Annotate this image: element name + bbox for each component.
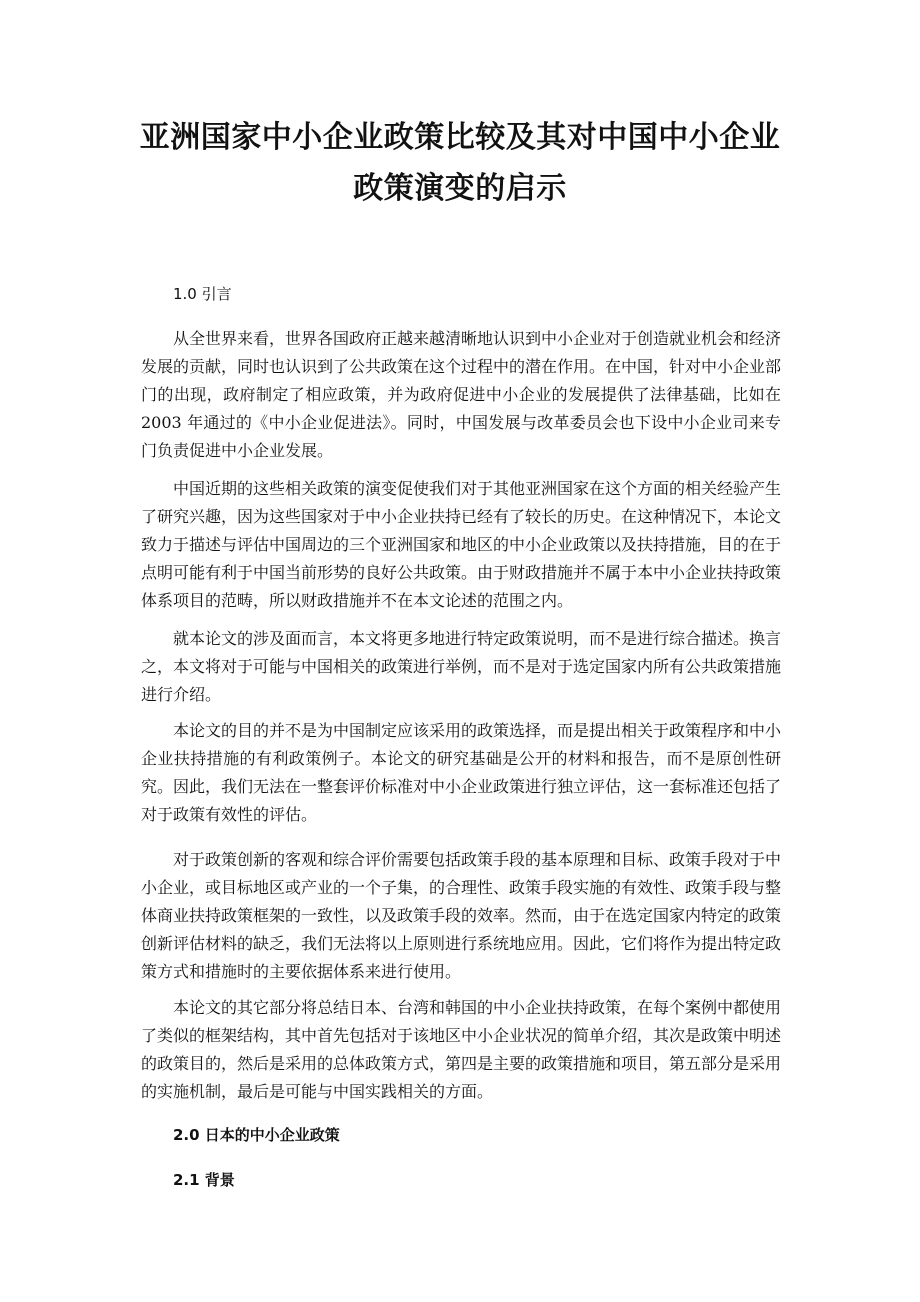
section-heading-introduction: 1.0 引言 — [173, 285, 232, 303]
paragraph-6: 本论文的其它部分将总结日本、台湾和韩国的中小企业扶持政策，在每个案例中都使用了类似的框架结构，其中首先包括对于该地区中小企业状况的简单介绍，其次是政策中明述的政策目的，然后是采用的总体政策方式，第四是主要的政策措施和项目，第五部分是采用的实施机制，最后是可能与中国实践相关的方面。 — [141, 998, 782, 1101]
paragraph-1: 从全世界来看，世界各国政府正越来越清晰地认识到中小企业对于创造就业机会和经济发展的贡献，同时也认识到了公共政策在这个过程中的潜在作用。在中国，针对中小企业部门的出现，政府制定了相应政策，并为政府促进中小企业的发展提供了法律基础，比如在2003 年通过的《中小企业促进法》。同时，中国发展与改革委员会也下设中小企业司来专门负责促进中小企业发展。 — [141, 329, 782, 460]
paragraph-4: 本论文的目的并不是为中国制定应该采用的政策选择，而是提出相关于政策程序和中小企业扶持措施的有利政策例子。本论文的研究基础是公开的材料和报告，而不是原创性研究。因此，我们无法在一整套评价标准对中小企业政策进行独立评估，这一套标准还包括了对于政策有效性的评估。 — [141, 721, 782, 824]
paragraph-3: 就本论文的涉及面而言，本文将更多地进行特定政策说明，而不是进行综合描述。换言之，本文将对于可能与中国相关的政策进行举例，而不是对于选定国家内所有公共政策措施进行介绍。 — [141, 629, 782, 704]
subsection-heading-background: 2.1 背景 — [173, 1171, 235, 1189]
paragraph-5: 对于政策创新的客观和综合评价需要包括政策手段的基本原理和目标、政策手段对于中小企业，或目标地区或产业的一个子集，的合理性、政策手段实施的有效性、政策手段与整体商业扶持政策框架的一致性，以及政策手段的效率。然而，由于在选定国家内特定的政策创新评估材料的缺乏，我们无法将以上原则进行系统地应用。因此，它们将作为提出特定政策方式和措施时的主要依据体系来进行使用。 — [141, 850, 782, 981]
section-heading-japan-sme-policy: 2.0 日本的中小企业政策 — [173, 1126, 340, 1144]
document-title: 亚洲国家中小企业政策比较及其对中国中小企业政策演变的启示 — [139, 120, 781, 206]
paragraph-2: 中国近期的这些相关政策的演变促使我们对于其他亚洲国家在这个方面的相关经验产生了研究兴趣，因为这些国家对于中小企业扶持已经有了较长的历史。在这种情况下，本论文致力于描述与评估中国周边的三个亚洲国家和地区的中小企业政策以及扶持措施，目的在于点明可能有利于中国当前形势的良好公共政策。由于财政措施并不属于本中小企业扶持政策体系项目的范畴，所以财政措施并不在本文论述的范围之内。 — [141, 479, 782, 610]
